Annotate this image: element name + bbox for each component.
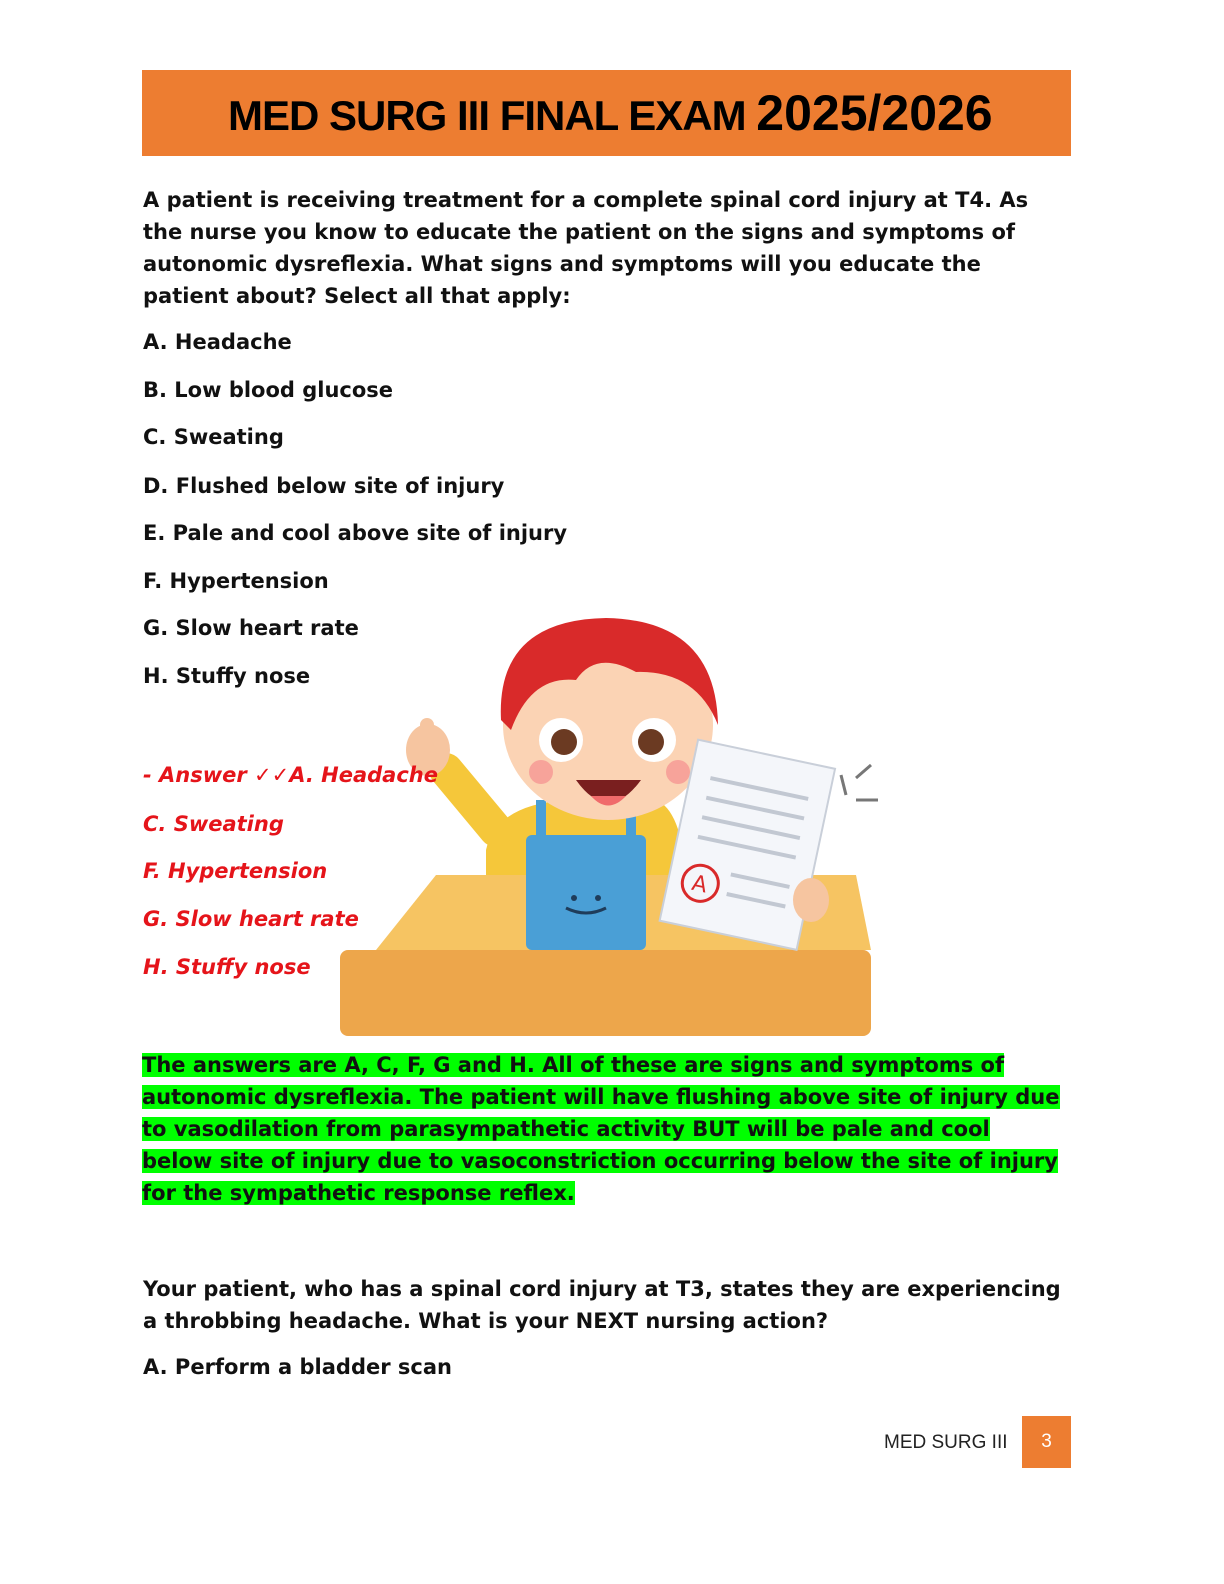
q1-option-d: D. Flushed below site of injury	[143, 474, 505, 498]
q1-answer-line-3: F. Hypertension	[143, 859, 328, 883]
q1-option-h: H. Stuffy nose	[143, 664, 311, 688]
page-title	[228, 84, 993, 142]
q1-answer-line-5: H. Stuffy nose	[143, 955, 311, 979]
grade-mark: A	[689, 870, 710, 899]
q1-option-b: B. Low blood glucose	[143, 378, 394, 402]
kid-with-test-illustration	[336, 600, 896, 1040]
q1-option-a: A. Headache	[143, 330, 292, 354]
q1-answer-line-2: C. Sweating	[143, 812, 284, 836]
q1-option-c: C. Sweating	[143, 425, 284, 449]
q1-answer-line-4: G. Slow heart rate	[143, 907, 359, 931]
q1-answer-line-1: - Answer ✓✓A. Headache	[143, 763, 438, 787]
footer-label: MED SURG III	[884, 1432, 1008, 1453]
paper-hand	[793, 878, 829, 922]
q1-option-e: E. Pale and cool above site of injury	[143, 521, 568, 545]
question-2-text: Your patient, who has a spinal cord injury at T3, states they are experiencing a throbbing headache. What is your NEXT nursing action?	[143, 1277, 1061, 1333]
q1-option-g: G. Slow heart rate	[143, 616, 359, 640]
title-text: MED SURG III FINAL EXAM	[228, 92, 746, 139]
question-1-text: A patient is receiving treatment for a complete spinal cord injury at T4. As the nurse you know to educate the patient on the signs and symptoms of autonomic dysreflexia. What signs and symptoms will you educate the patient about? Select all that apply:	[143, 188, 1029, 308]
q1-explanation	[142, 1049, 1062, 1209]
q1-option-f: F. Hypertension	[143, 569, 329, 593]
q1-explanation-text: The answers are A, C, F, G and H. All of these are signs and symptoms of autonomic dysreflexia. The patient will have flushing above site of injury due to vasodilation from parasympathetic activity BUT will be pale and cool below site of injury due to vasoconstriction occurring below the site of injury for the sympathetic response reflex.	[142, 1053, 1060, 1205]
overalls	[526, 835, 646, 950]
page-number: 3	[1022, 1416, 1071, 1468]
desk-front	[340, 950, 871, 1036]
q2-option-a: A. Perform a bladder scan	[143, 1355, 452, 1379]
title-year: 2025/2026	[756, 85, 993, 141]
header-banner	[142, 70, 1071, 156]
